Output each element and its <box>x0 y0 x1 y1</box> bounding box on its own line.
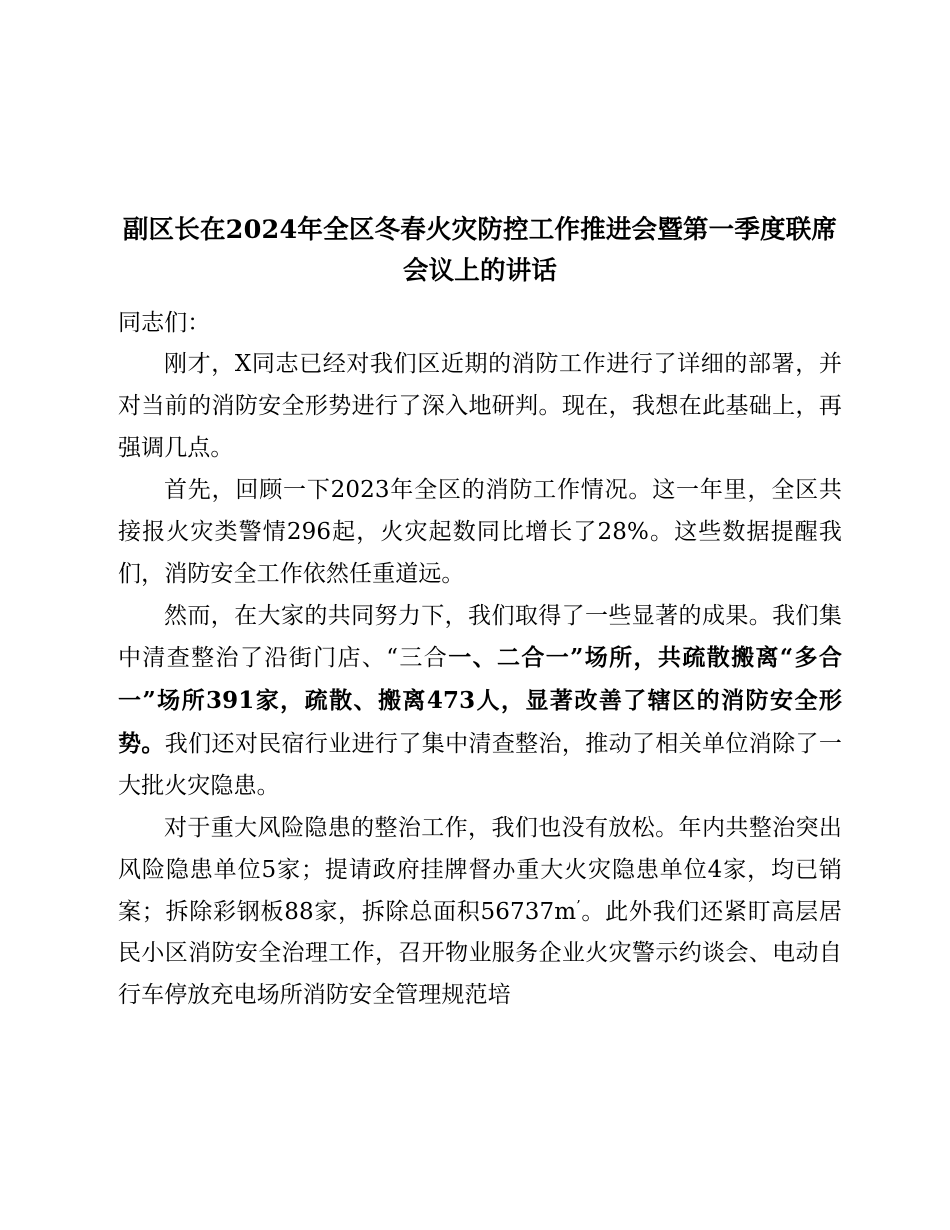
text-run: 对于重大风险隐患的整治工作，我们也没有放松。年内共整治突出风险隐患单位5家；提请政府挂牌督办重大火灾隐患单位4家，均已销案；拆除彩钢板88家，拆除总面积56737m <box>118 814 842 925</box>
paragraph-p1 <box>118 344 842 470</box>
text-run: 刚才，X同志已经对我们区近期的消防工作进行了详细的部署，并对当前的消防安全形势进行了深入地研判。现在，我想在此基础上，再强调几点。 <box>118 351 842 462</box>
salutation: 同志们： <box>118 309 211 336</box>
page-title: 副区长在2024年全区冬春火灾防控工作推进会暨第一季度联席会议上的讲话 <box>122 215 838 287</box>
text-run-emphasis: 一、二合一”场所，共疏散搬离“多合一”场所391家，疏散、搬离473人，显著改善了辖区的消防安全形势。 <box>118 644 842 758</box>
text-run: 然而，在大家的共同努力下，我们取得了一些显著的成果。我们集中清查整治了沿街门店、“三合 <box>118 602 842 672</box>
paragraph-p4 <box>118 808 842 1017</box>
text-run: 。此外我们还紧盯高层居民小区消防安全治理工作，召开物业服务企业火灾警示约谈会、电动自行车停放充电场所消防安全管理规范培 <box>118 898 842 1009</box>
text-run: 我们还对民宿行业进行了集中清查整治，推动了相关单位消除了一大批火灾隐患。 <box>118 731 842 800</box>
text-run: 首先，回顾一下2023年全区的消防工作情况。这一年里，全区共接报火灾类警情296起，火灾起数同比增长了28%。这些数据提醒我们，消防安全工作依然任重道远。 <box>118 477 842 587</box>
paragraph-p3 <box>118 596 842 808</box>
paragraph-p2 <box>118 470 842 596</box>
document-body <box>118 344 842 1017</box>
text-run: ’ <box>576 897 581 914</box>
